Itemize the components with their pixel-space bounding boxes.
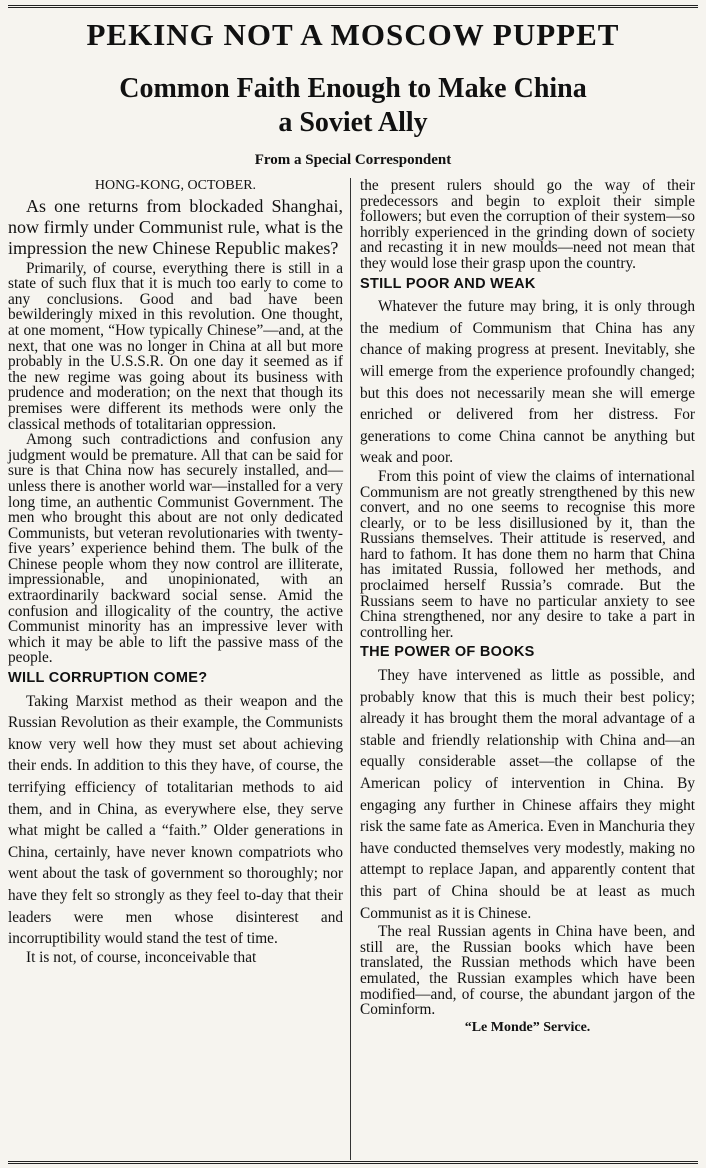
top-rule bbox=[8, 5, 698, 8]
body-paragraph: Among such contradictions and confusion any judgment would be premature. All that can be said for sure is that China now has securely installed, and—unless there is another world war—installed for a very long time, an authentic Communist Government. The men who brought this about are not only dedicated Communists, but veteran revolutionaries with twenty-five years’ experience behind them. The bulk of the Chinese people whom they now control are illiterate, impressionable, and unopinionated, with an extraordinarily backward social sense. Amid the confusion and illogicality of the country, the active Communist minority has an impressive lever with which it may be able to lift the passive mass of the people. bbox=[8, 431, 343, 667]
body-paragraph: Primarily, of course, everything there is still in a state of such flux that it is much too early to come to any conclusions. Good and bad have been bewilderingly mixed in this revolution. One thought, at one moment, “How typically Chinese”—and, at the next, that one was no longer in China at all but more probably in the U.S.S.R. On one day it seemed as if the new regime was going about its business with prudence and moderation; on the next that though its premises were different its methods were only the classical methods of totalitarian oppression. bbox=[8, 259, 343, 433]
body-paragraph: It is not, of course, inconceivable that bbox=[26, 948, 257, 966]
section-heading-poor: STILL POOR AND WEAK bbox=[360, 275, 536, 292]
subheadline-line-1: Common Faith Enough to Make China bbox=[119, 73, 587, 104]
right-column bbox=[360, 178, 695, 1035]
column-divider bbox=[350, 178, 351, 1160]
body-paragraph: Taking Marxist method as their weapon and the Russian Revolution as their example, the Communists know very well how they must set about achieving their ends. In addition to this they have, of course, the terrifying efficiency of totalitarian methods to aid them, and in China, as everywhere else, they serve what might be called a “faith.” Older generations in China, certainly, have never known compatriots who went about the task of government so thoroughly; nor have they felt so strongly as they feel to-day that their leaders were men whose disinterest and incorruptibility would stand the test of time. bbox=[8, 692, 343, 948]
headline: PEKING NOT A MOSCOW PUPPET bbox=[86, 17, 620, 52]
lead-paragraph: As one returns from blockaded Shanghai, now firmly under Communist rule, what is the impression the new Chinese Republic makes? bbox=[8, 195, 343, 258]
subheadline bbox=[40, 72, 666, 140]
body-paragraph: From this point of view the claims of international Communism are not greatly strengthened by this new convert, and no one seems to recognise this more clearly, or to be less disillusioned by it, than the Russians themselves. Their attitude is reserved, and hard to fathom. It has done them no harm that China has imitated Russia, followed her methods, and proclaimed herself Russia’s comrade. But the Russians seem to have no particular anxiety to see China strengthened, nor any desire to take a part in controlling her. bbox=[360, 467, 695, 641]
section-heading-corruption: WILL CORRUPTION COME? bbox=[8, 670, 208, 687]
body-paragraph: They have intervened as little as possible, and probably know that this is much their best policy; already it has brought them the moral advantage of a stable and friendly relationship with China and—an equally considerable asset—the collapse of the American policy of intervention in China. By engaging any further in Chinese affairs they might risk the same fate as America. Even in Manchuria they have conducted themselves very modestly, making no attempt to replace Japan, and apparently content that this part of China should be at least as much Communist as it is Chinese. bbox=[360, 667, 695, 922]
dateline: HONG-KONG, OCTOBER. bbox=[94, 178, 257, 193]
body-paragraph: Whatever the future may bring, it is only through the medium of Communism that China has any chance of making progress at present. Inevitably, she will emerge from the experience profoundly changed; but this does not necessarily mean she will emerge enriched or delivered from her distress. For generations to come China cannot be anything but weak and poor. bbox=[360, 298, 695, 467]
bottom-rule bbox=[8, 1161, 698, 1164]
continuation-paragraph: the present rulers should go the way of their predecessors and begin to exploit their simple followers; but even the corruption of their system—so horribly experienced in the grinding down of society and recasting it in new moulds—need not mean that they would lose their grasp upon the country. bbox=[360, 177, 695, 272]
subheadline-line-2: a Soviet Ally bbox=[278, 107, 428, 138]
left-column bbox=[8, 178, 343, 965]
byline: From a Special Correspondent bbox=[254, 152, 452, 168]
body-paragraph: The real Russian agents in China have been, and still are, the Russian books which have been translated, the Russian methods which have been emulated, the Russian examples which have been modified—and, of course, the abundant jargon of the Cominform. bbox=[360, 923, 695, 1019]
section-heading-books: THE POWER OF BOOKS bbox=[360, 644, 535, 661]
source-credit: “Le Monde” Service. bbox=[464, 1019, 591, 1035]
